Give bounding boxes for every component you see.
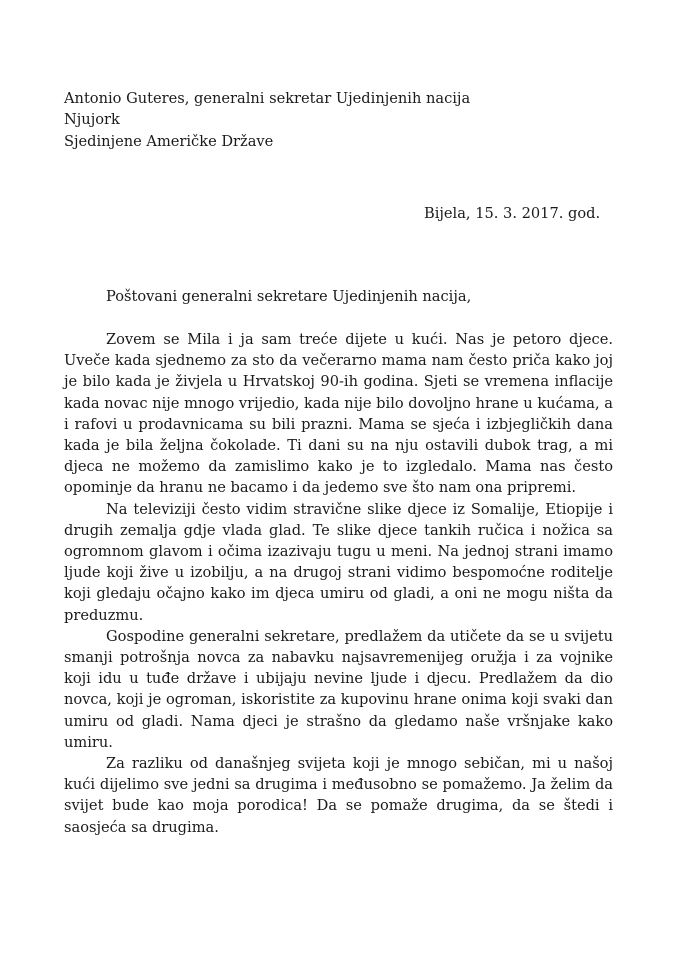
paragraph: Na televiziji često vidim stravične slike djece iz Somalije, Etiopije i drugih zemalja gdje vlada glad. Te slike djece tankih ručica i nožica sa ogromnom glavom i očima izazivaju tugu u meni. Na jednoj strani imamo ljude koji žive u izobilju, a na drugoj strani vidimo bespomoćne roditelje koji gledaju očajno kako im djeca umiru od gladi, a oni ne mogu ništa da preduzmu. — [64, 500, 613, 624]
paragraph: Gospodine generalni sekretare, predlažem da utičete da se u svijetu smanji potrošnja novca za nabavku najsavremenijeg oružja i za vojnike koji idu u tuđe države i ubijaju nevine ljude i djecu. Predlažem da dio novca, koji je ogroman, iskoristite za kupovinu hrane onima koji svaki dan umiru od gladi. Nama djeci je strašno da gledamo naše vršnjake kako umiru. — [64, 627, 613, 751]
recipient-address — [64, 88, 470, 152]
recipient-city: Njujork — [64, 111, 120, 129]
recipient-name: Antonio Guteres, generalni sekretar Ujedinjenih nacija — [64, 90, 471, 107]
paragraph: Za razliku od današnjeg svijeta koji je mnogo sebičan, mi u našoj kući dijelimo sve jedni sa drugima i međusobno se pomažemo. Ja želim da svijet bude kao moja porodica! Da se pomaže drugima, da se štedi i saosjeća sa drugima. — [64, 755, 613, 836]
salutation: Poštovani generalni sekretare Ujedinjenih nacija, — [106, 288, 472, 305]
paragraph: Zovem se Mila i ja sam treće dijete u kući. Nas je petoro djece. Uveče kada sjednemo za sto da večerarno mama nam često priča kako joj je bilo kada je živjela u Hrvatskoj 90-ih godina. Sjeti se vremena inflacije kada novac nije mnogo vrijedio, kada nije bilo dovoljno hrane u kućama, a i rafovi u prodavnicama su bili prazni. Mama se sjeća i izbjegličkih dana kada je bila željna čokolade. Ti dani su na nju ostavili dubok trag, a mi djeca ne možemo da zamislimo kako je to izgledalo. Mama nas često opominje da hranu ne bacamo i da jedemo sve što nam ona pripremi. — [64, 331, 613, 497]
recipient-country: Sjedinjene Američke Države — [64, 132, 274, 150]
letter-date: Bijela, 15. 3. 2017. god. — [424, 205, 601, 222]
letter-body — [64, 329, 613, 838]
